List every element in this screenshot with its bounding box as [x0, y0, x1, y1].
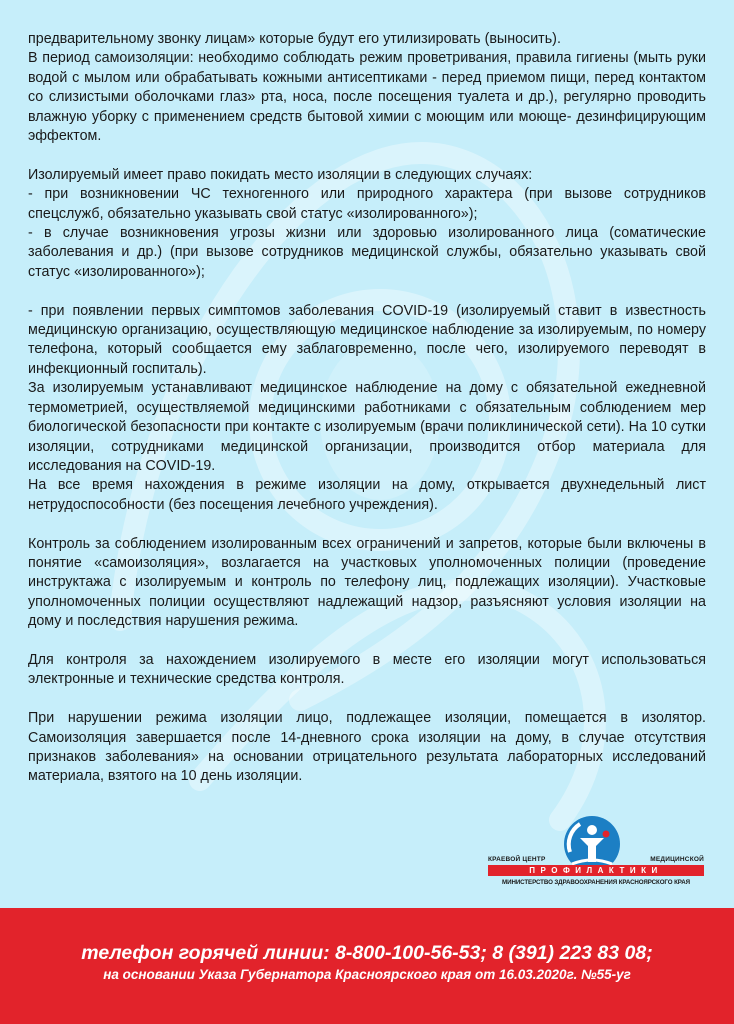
logo-block — [488, 812, 704, 892]
document-body — [28, 30, 706, 787]
logo-text-right: МЕДИЦИНСКОЙ — [650, 856, 704, 863]
paragraph-observation: За изолируемым устанавливают медицинское наблюдение на дому с обязательной ежедневной термометрией, осуществляемой медицинскими работниками с обязательным соблюдением мер биологической безопасности при контакте с изолируемым (врачи поликлинической сети). На 10 сутки изоляции, сотрудниками медицинской организации, производится отбор материала для исследования на COVID-19. — [28, 380, 706, 474]
paragraph-health-threat: - в случае возникновения угрозы жизни или здоровью изолированного лица (соматические заболевания и др.) (при вызове сотрудников медицинской службы, обязательно указывать свой статус «изолированного»); — [28, 225, 706, 280]
footer-banner — [0, 908, 734, 1024]
hotline-text: телефон горячей линии: 8-800-100-56-53; 8 (391) 223 83 08; — [81, 942, 653, 964]
paragraph-hygiene: В период самоизоляции: необходимо соблюдать режим проветривания, правила гигиены (мыть руки водой с мылом или обрабатывать кожными антисептиками - перед приемом пищи, перед контактом со слизистыми оболочками глаз» рта, носа, после посещения туалета и др.), регулярно проводить влажную уборку с применением средств бытовой химии с моющим или моюще- дезинфицирующим эффектом. — [28, 50, 706, 145]
logo-red-bar: ПРОФИЛАКТИКИ — [488, 865, 704, 876]
logo-text-left: КРАЕВОЙ ЦЕНТР — [488, 856, 546, 863]
decree-basis-text: на основании Указа Губернатора Красноярского края от 16.03.2020г. №55-уг — [103, 967, 631, 982]
paragraph-sick-leave: На все время нахождения в режиме изоляции на дому, открывается двухнедельный лист нетрудоспособности (без посещения лечебного учреждения). — [28, 477, 706, 513]
paragraph-symptoms: - при появлении первых симптомов заболевания COVID-19 (изолируемый ставит в известность медицинскую организацию, осуществляющую медицинское наблюдение за изолируемым, по номеру телефона, который сообщается ему заблаговременно, после чего, изолируемого переводят в инфекционный госпиталь). — [28, 302, 706, 377]
paragraph-electronic-control: Для контроля за нахождением изолируемого в месте его изоляции могут использоваться электронные и технические средства контроля. — [28, 651, 706, 688]
paragraph-violation: При нарушении режима изоляции лицо, подлежащее изоляции, помещается в изолятор. Самоизоляция завершается после 14-дневного срока изоляции на дому, в случае отсутствия признаков заболевания» на основании отрицательного результата лабораторных исследований материала, взятого на 10 день изоляции. — [28, 710, 706, 785]
paragraph-leave-rights: Изолируемый имеет право покидать место изоляции в следующих случаях: — [28, 166, 533, 183]
paragraph-emergency: - при возникновении ЧС техногенного или природного характера (при вызове сотрудников спецслужб, обязательно указывать свой статус «изолированного»); — [28, 186, 706, 222]
paragraph-intro-tail: предварительному звонку лицам» которые будут его утилизировать (выносить). — [28, 31, 561, 47]
paragraph-police-control: Контроль за соблюдением изолированным всех ограничений и запретов, которые были включены в понятие «самоизоляция», возлагается на участковых уполномоченных полиции (проведение инструктажа с изолируемым и контроль по телефону лиц, подлежащих изоляции). Участковые уполномоченных полиции осуществляют надлежащий надзор, разъясняют условия изоляции на дому и последствия нарушения режима. — [28, 535, 706, 630]
logo-ministry-text: МИНИСТЕРСТВО ЗДРАВООХРАНЕНИЯ КРАСНОЯРСКОГО КРАЯ — [502, 879, 690, 886]
